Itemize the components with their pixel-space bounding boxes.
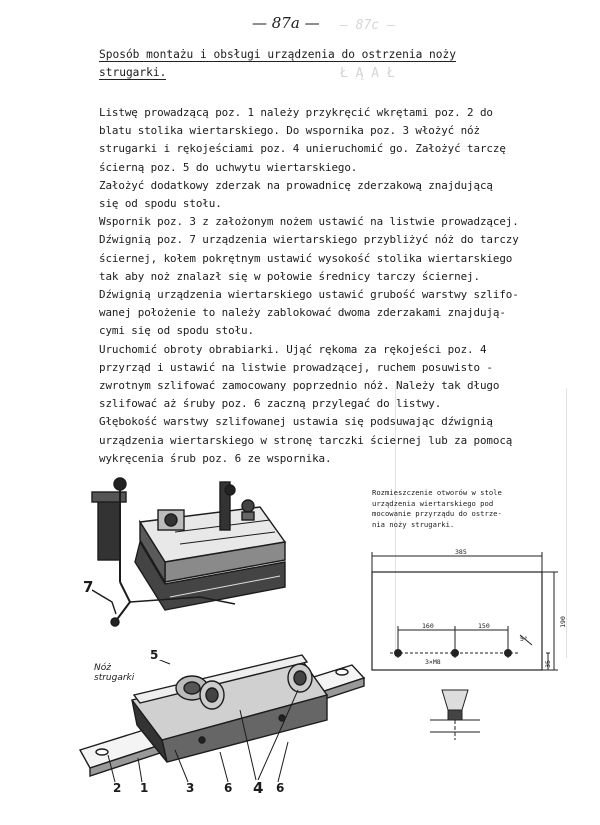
- label-knife-line: Nóż: [94, 663, 111, 673]
- body-line: urządzenia wiertarskiego w stronę tarczki ściernej lub za pomocą: [99, 433, 513, 447]
- body-line: Głębokość warstwy szlifowanej ustawia się podsuwając dźwignią: [99, 415, 493, 429]
- label-pos-4: 4: [253, 779, 264, 797]
- dim-width: 385: [455, 548, 467, 556]
- label-disc-5: 5: [150, 648, 159, 662]
- bleed-through-decoration: ‒ 87c ‒: [340, 18, 395, 33]
- body-line: strugarki i rękojeściami poz. 4 unieruchomić go. Założyć tarczę: [99, 142, 506, 156]
- title-line: Sposób montażu i obsługi urządzenia do ostrzenia noży: [99, 48, 456, 61]
- label-pos-3: 3: [186, 781, 195, 795]
- caption-line: Rozmieszczenie otworów w stole: [372, 488, 502, 497]
- body-line: Listwę prowadzącą poz. 1 należy przykręcić wkrętami poz. 2 do: [99, 106, 493, 119]
- leader-line: [92, 588, 122, 618]
- body-line: przyrząd i ustawić na listwie prowadzącej, ruchem posuwisto -: [99, 360, 493, 374]
- label-pos-1: 1: [140, 781, 149, 795]
- dim-height: 190: [558, 616, 567, 628]
- body-line: ściernej, kołem pokrętnym ustawić wysokość stolika wiertarskiego: [99, 251, 513, 265]
- dim-d3: 35: [543, 660, 552, 668]
- caption-line: mocowanie przyrządu do ostrze-: [372, 509, 502, 518]
- bleed-through-decoration: Ł Ą A Ł: [340, 66, 395, 81]
- body-line: Dźwignią urządzenia wiertarskiego ustawić grubość warstwy szlifo-: [99, 288, 519, 302]
- dim-d1: 160: [422, 622, 434, 630]
- body-line: Wspornik poz. 3 z założonym nożem ustawić na listwie prowadzącej.: [99, 215, 519, 229]
- label-lever-7: 7: [83, 578, 94, 596]
- body-line: wykręcenia śrub poz. 6 ze wspornika.: [99, 451, 332, 465]
- body-line: wanej położenie to należy zablokować dwoma zderzakami znajdują-: [99, 306, 506, 320]
- body-line: się od spodu stołu.: [99, 197, 222, 211]
- section-title: [99, 46, 479, 82]
- caption-line: urządzenia wiertarskiego pod: [372, 498, 494, 508]
- caption-line: nia noży strugarki.: [372, 519, 455, 529]
- body-line: blatu stolika wiertarskiego. Do wspornika poz. 3 włożyć nóż: [99, 124, 480, 138]
- label-pos-6a: 6: [224, 781, 233, 795]
- body-line: cymi się od spodu stołu.: [99, 324, 254, 338]
- body-line: tak aby noż znalazł się w połowie średnicy tarczy ściernej.: [99, 269, 480, 283]
- dim-d2: 150: [478, 622, 490, 630]
- page-number: — 87a —: [252, 14, 320, 32]
- label-pos-6b: 6: [276, 781, 285, 795]
- body-line: zwrotnym szlifować zamocowany poprzednio nóż. Należy tak długo: [99, 379, 500, 393]
- instructions-body: [99, 104, 569, 468]
- dim-holes: 3×M8: [425, 658, 441, 666]
- body-line: Dźwignią poz. 7 urządzenia wiertarskiego przybliżyć nóż do tarczy: [99, 233, 519, 247]
- label-knife-line: strugarki: [94, 673, 135, 683]
- hole-layout-drawing: [360, 540, 580, 740]
- dim-chamfer: 5°: [520, 635, 528, 643]
- title-line: strugarki.: [99, 66, 167, 79]
- body-line: Uruchomić obroty obrabiarki. Ująć rękoma za rękojeści poz. 4: [99, 342, 487, 356]
- body-line: Założyć dodatkowy zderzak na prowadnicę zderzakową znajdującą: [99, 178, 493, 192]
- leader-lines: [100, 660, 300, 785]
- hole-layout-caption: [372, 488, 562, 530]
- body-line: szlifować aż śruby poz. 6 zaczną przylegać do listwy.: [99, 397, 442, 411]
- body-line: ścierną poz. 5 do uchwytu wiertarskiego.: [99, 160, 358, 174]
- label-pos-2: 2: [113, 781, 122, 795]
